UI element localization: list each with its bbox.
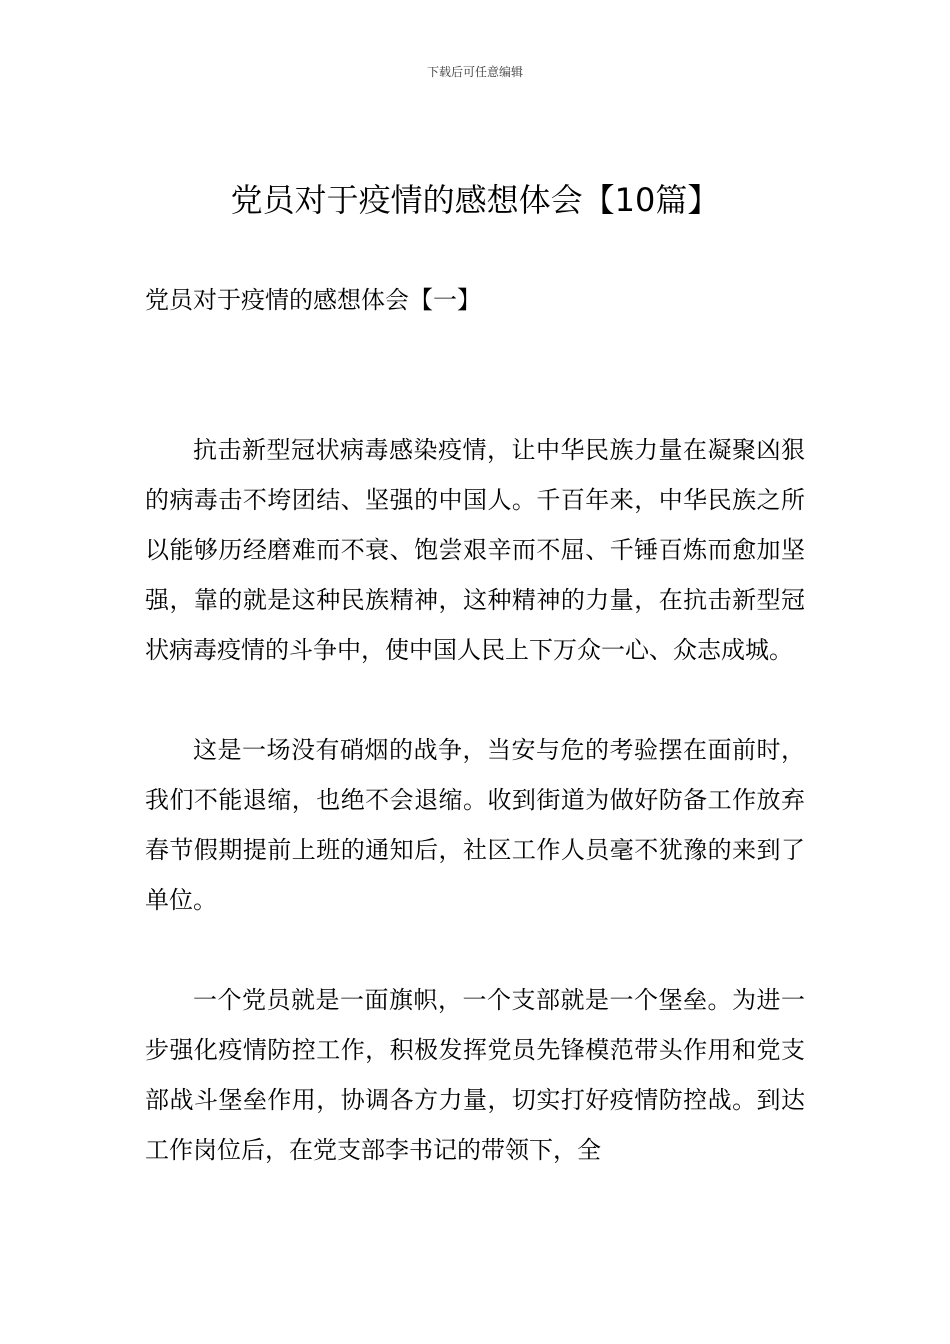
section-heading: 党员对于疫情的感想体会【一】: [145, 286, 481, 314]
paragraph-2: 这是一场没有硝烟的战争，当安与危的考验摆在面前时，我们不能退缩，也绝不会退缩。收到街道为做好防备工作放弃春节假期提前上班的通知后，社区工作人员毫不犹豫的来到了单位。: [145, 736, 805, 914]
document-title: 党员对于疫情的感想体会【10篇】: [230, 181, 720, 219]
paragraph-3: 一个党员就是一面旗帜，一个支部就是一个堡垒。为进一步强化疫情防控工作，积极发挥党员先锋模范带头作用和党支部战斗堡垒作用，协调各方力量，切实打好疫情防控战。到达工作岗位后，在党支部李书记的带领下，全: [145, 986, 805, 1164]
paragraph-1: 抗击新型冠状病毒感染疫情，让中华民族力量在凝聚凶狠的病毒击不垮团结、坚强的中国人。千百年来，中华民族之所以能够历经磨难而不衰、饱尝艰辛而不屈、千锤百炼而愈加坚强，靠的就是这种民族精神，这种精神的力量，在抗击新型冠状病毒疫情的斗争中，使中国人民上下万众一心、众志成城。: [145, 436, 805, 664]
header-note: 下载后可任意编辑: [426, 65, 523, 79]
document-body: [145, 425, 805, 1225]
